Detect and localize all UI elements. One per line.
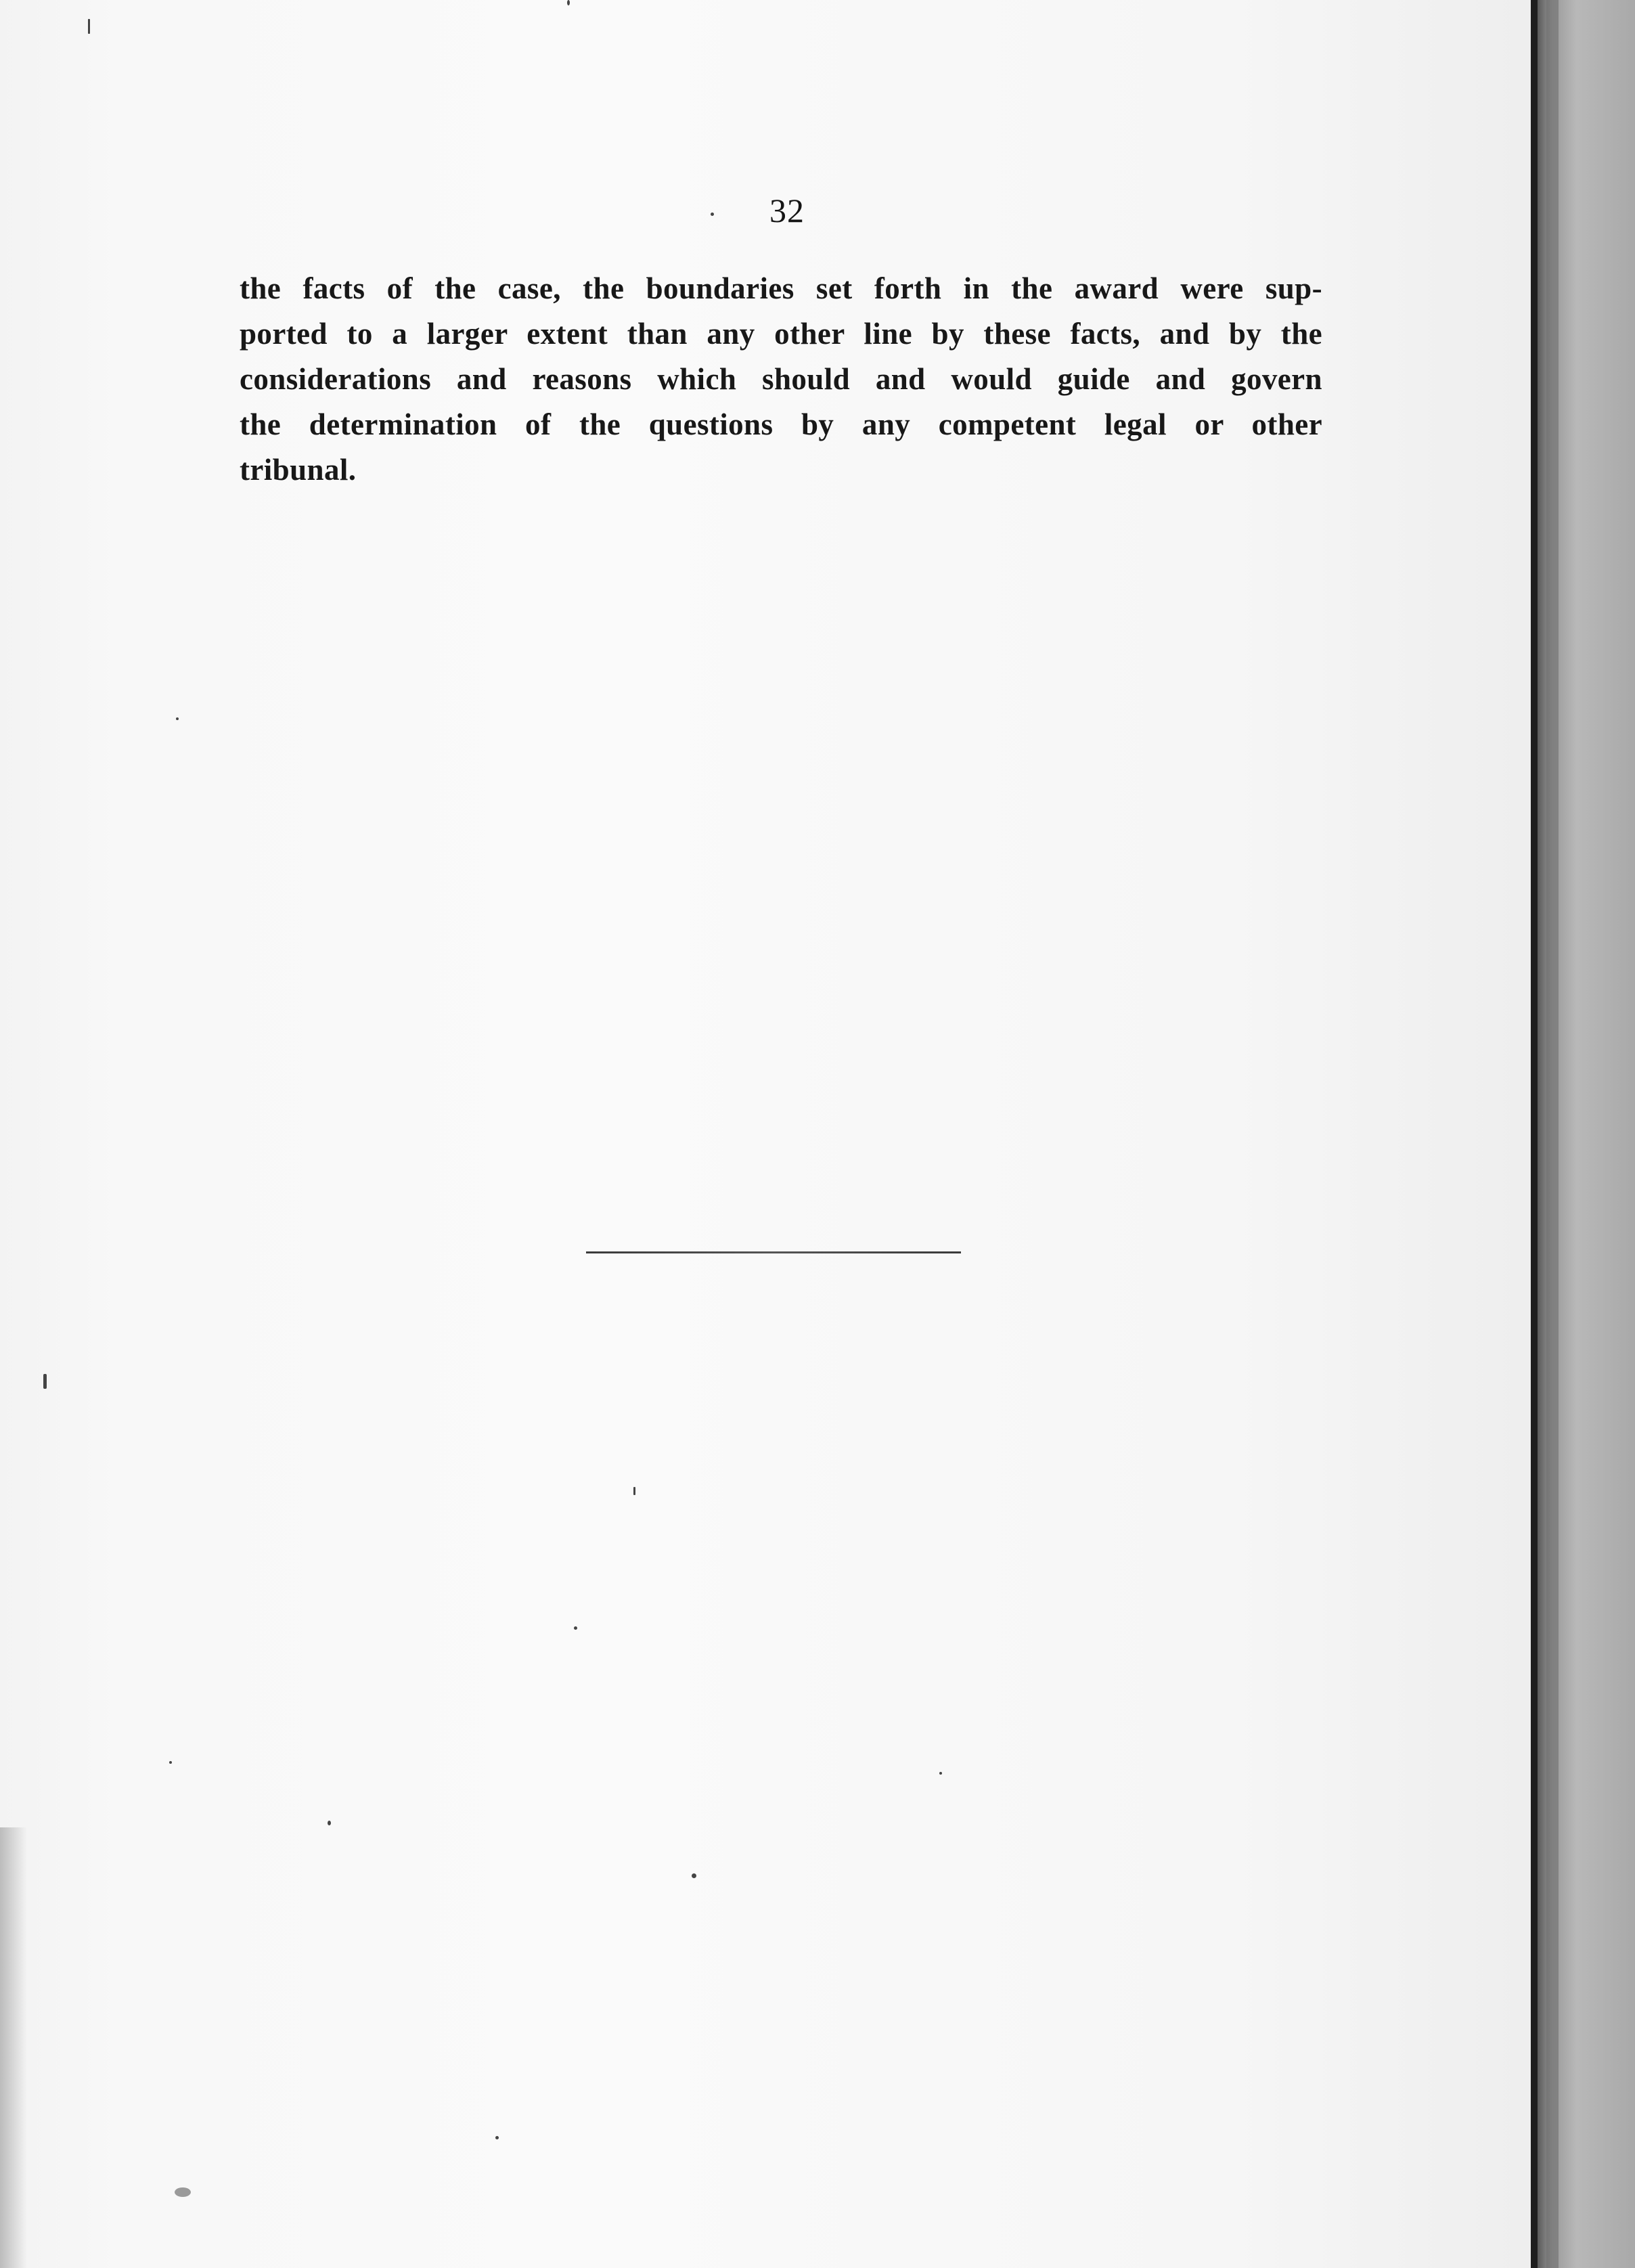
scan-speck	[176, 717, 179, 720]
scan-speck	[328, 1821, 331, 1825]
paragraph-line-5: tribunal.	[240, 453, 357, 487]
scan-speck	[495, 2136, 499, 2139]
paragraph-line-3: considerations and reasons which should and would guide and govern	[240, 362, 1322, 396]
body-paragraph	[240, 266, 1322, 493]
scan-speck	[633, 1487, 635, 1495]
page-number: 32	[769, 192, 805, 229]
page-edge	[1531, 0, 1538, 2268]
scan-speck	[939, 1772, 942, 1775]
section-divider-rule	[586, 1251, 961, 1253]
paragraph-line-2: ported to a larger extent than any other line by these facts, and by the	[240, 317, 1322, 351]
binding-strip	[1546, 0, 1559, 2268]
scan-speck	[567, 0, 570, 5]
scan-speck	[175, 2187, 191, 2197]
paragraph-line-1: the facts of the case, the boundaries set forth in the award were sup-	[240, 271, 1322, 305]
scan-speck	[692, 1873, 696, 1878]
page-corner-shadow	[0, 1827, 27, 2268]
scan-speck	[169, 1761, 172, 1764]
paragraph-line-4: the determination of the questions by any competent legal or other	[240, 407, 1322, 441]
scan-speck	[711, 213, 714, 216]
scan-speck	[43, 1374, 47, 1389]
scan-speck	[574, 1626, 577, 1630]
scan-speck	[88, 19, 90, 34]
